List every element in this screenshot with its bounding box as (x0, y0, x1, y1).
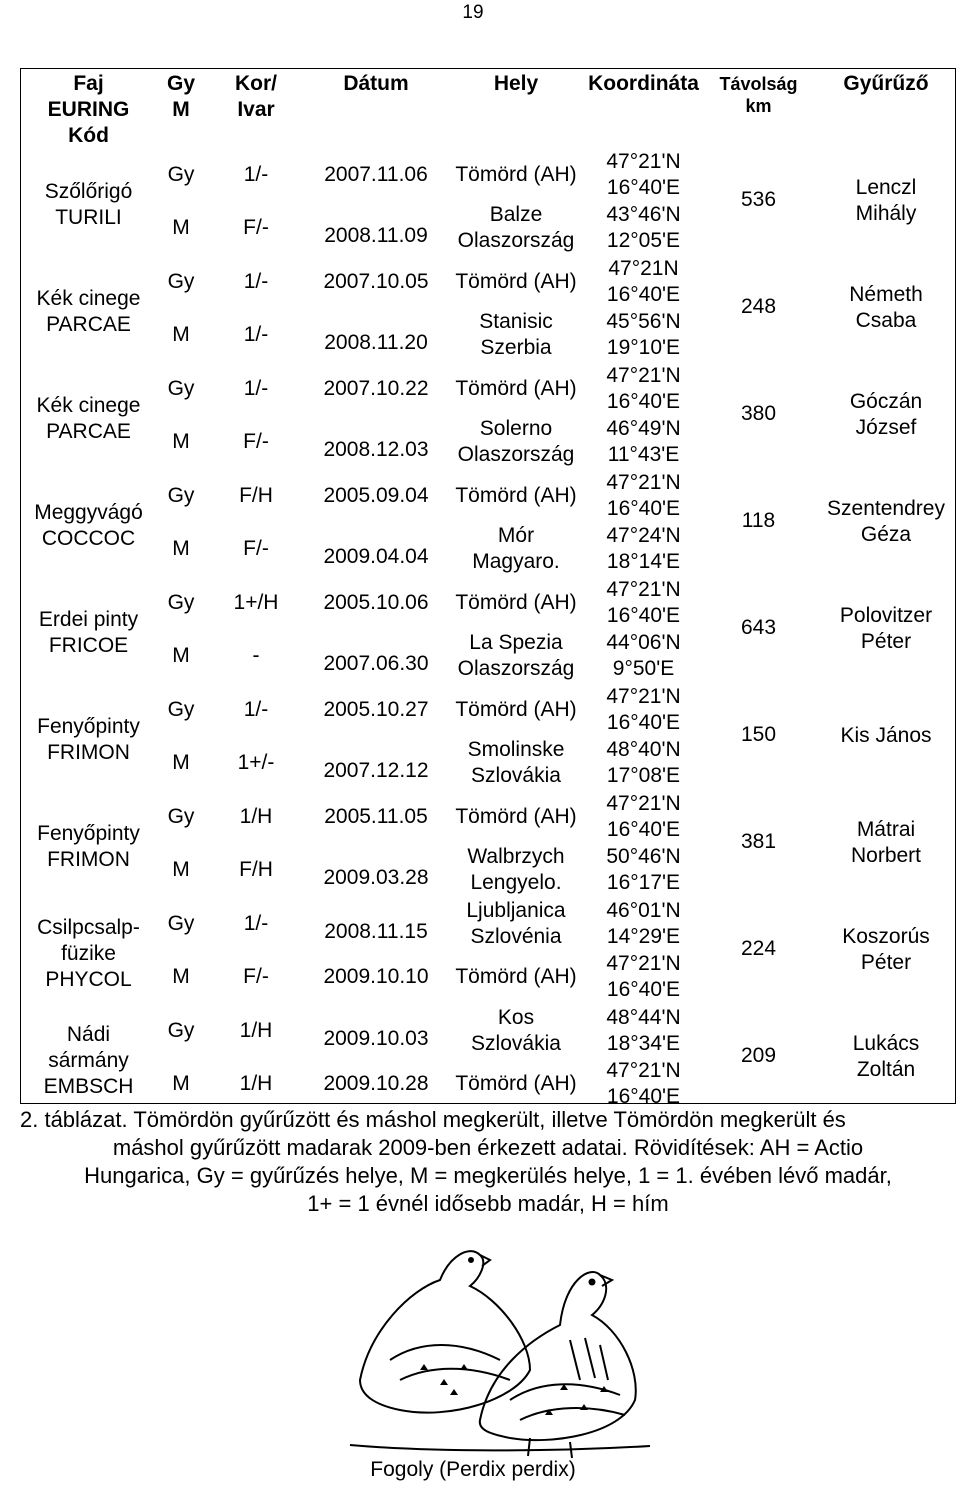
species-name: COCCOC (41, 526, 136, 550)
ringer-name: József (855, 415, 917, 439)
age-sex: 1/- (243, 323, 269, 346)
place-country: Olaszország (457, 229, 575, 252)
date: 2008.11.09 (324, 224, 428, 247)
ringer-name: Mihály (855, 201, 917, 225)
ringing-data-table (20, 68, 956, 1108)
gym-code: M (172, 644, 190, 667)
place: Kos (497, 1006, 535, 1029)
coordinate-lat: 48°44'N (606, 1006, 681, 1029)
ringer-name: Péter (860, 629, 912, 653)
place: Smolinske (467, 738, 565, 761)
ringer-name: Góczán (849, 389, 923, 413)
age-sex: 1/- (243, 912, 269, 935)
gym-code: M (172, 858, 190, 881)
coordinate-lat: 47°21'N (606, 471, 681, 494)
coordinate-lon: 16°40'E (606, 711, 681, 734)
age-sex: F/- (243, 430, 269, 453)
gym-code: M (172, 216, 190, 239)
age-sex: 1/- (243, 270, 269, 293)
gym-code: Gy (167, 270, 195, 293)
coordinate-lat: 47°21'N (606, 1059, 681, 1082)
header-place: Hely (493, 72, 539, 95)
date: 2005.11.05 (324, 805, 428, 828)
ringer-name: Lukács (852, 1031, 920, 1055)
age-sex: F/H (239, 484, 273, 507)
distance-value: 224 (740, 936, 777, 960)
coordinate-lon: 16°40'E (606, 176, 681, 199)
species-name: Szőlőrigó (44, 179, 133, 203)
species-name: PHYCOL (45, 967, 132, 991)
header-age-sex: Ivar (237, 98, 275, 121)
place-country: Szlovákia (471, 1032, 561, 1055)
species-name: FRIMON (47, 847, 130, 871)
ringer-name: Lenczl (855, 175, 917, 199)
gym-code: M (172, 430, 190, 453)
place: La Spezia (469, 631, 563, 654)
place-country: Lengyelo. (470, 871, 562, 894)
species-name: Erdei pinty (38, 607, 139, 631)
header-species: EURING (47, 98, 130, 121)
coordinate-lon: 16°40'E (606, 497, 681, 520)
gym-code: Gy (167, 805, 195, 828)
date: 2009.10.28 (323, 1072, 429, 1095)
place: Stanisic (479, 310, 553, 333)
caption-line-2: máshol gyűrűzött madarak 2009-ben érkezett adatai. Rövidítések: AH = Actio (112, 1135, 864, 1160)
place: Tömörd (AH) (455, 805, 577, 828)
age-sex: 1/H (239, 1019, 273, 1042)
date: 2007.11.06 (324, 163, 428, 186)
coordinate-lon: 16°40'E (606, 978, 681, 1001)
age-sex: 1/- (243, 163, 269, 186)
place-country: Szlovénia (470, 925, 562, 948)
coordinate-lon: 16°40'E (606, 818, 681, 841)
age-sex: - (252, 644, 260, 667)
place: Walbrzych (467, 845, 565, 868)
age-sex: F/- (243, 216, 269, 239)
gym-code: Gy (167, 163, 195, 186)
partridge-drawing-icon (330, 1220, 660, 1460)
header-ringer: Gyűrűző (843, 72, 929, 95)
species-name: Csilpcsalp- (37, 915, 140, 939)
header-species: Faj (73, 72, 104, 95)
header-age-sex: Kor/ (235, 72, 277, 95)
species-name: Fenyőpinty (37, 714, 140, 738)
gym-code: Gy (167, 912, 195, 935)
coordinate-lon: 16°40'E (606, 604, 681, 627)
coordinate-lat: 46°49'N (606, 417, 681, 440)
species-name: sármány (48, 1048, 129, 1072)
header-distance: Távolság (719, 74, 798, 94)
gym-code: Gy (167, 698, 195, 721)
age-sex: 1+/- (237, 751, 275, 774)
header-date: Dátum (343, 72, 409, 95)
date: 2008.11.20 (324, 331, 428, 354)
species-name: füzike (61, 941, 116, 965)
date: 2005.10.27 (323, 698, 429, 721)
header-gym: M (172, 98, 190, 121)
age-sex: 1/- (243, 698, 269, 721)
distance-value: 150 (740, 722, 777, 746)
age-sex: 1+/H (233, 591, 279, 614)
place-country: Szlovákia (471, 764, 561, 787)
gym-code: M (172, 1072, 190, 1095)
species-name: PARCAE (46, 419, 131, 443)
place: Tömörd (AH) (455, 270, 577, 293)
date: 2009.03.28 (323, 866, 429, 889)
place: Tömörd (AH) (455, 377, 577, 400)
gym-code: Gy (167, 484, 195, 507)
coordinate-lat: 47°21'N (606, 952, 681, 975)
gym-code: Gy (167, 1019, 195, 1042)
coordinate-lon: 16°17'E (606, 871, 681, 894)
coordinate-lon: 18°14'E (606, 550, 681, 573)
ringer-name: Norbert (850, 843, 922, 867)
coordinate-lat: 47°21'N (606, 364, 681, 387)
species-name: Meggyvágó (34, 500, 143, 524)
date: 2005.10.06 (323, 591, 429, 614)
date: 2009.10.03 (323, 1027, 429, 1050)
table-caption (20, 1106, 956, 1218)
coordinate-lon: 18°34'E (606, 1032, 681, 1055)
gym-code: M (172, 323, 190, 346)
coordinate-lat: 47°21'N (606, 792, 681, 815)
ringer-name: Mátrai (856, 817, 916, 841)
caption-line-1: 2. táblázat. Tömördön gyűrűzött és máshol megkerült, illetve Tömördön megkerült és (20, 1107, 846, 1132)
header-species: Kód (68, 124, 109, 147)
place: Solerno (479, 417, 553, 440)
date: 2009.10.10 (323, 965, 429, 988)
ringer-name: Péter (860, 950, 912, 974)
ringer-name: Németh (849, 282, 923, 306)
coordinate-lat: 46°01'N (606, 899, 681, 922)
ringer-name: Koszorús (842, 924, 930, 948)
distance-value: 118 (741, 508, 776, 532)
species-name: TURILI (55, 205, 122, 229)
coordinate-lat: 47°21'N (606, 578, 681, 601)
age-sex: 1/- (243, 377, 269, 400)
distance-value: 643 (740, 615, 777, 639)
distance-value: 209 (740, 1043, 777, 1067)
place: Tömörd (AH) (455, 484, 577, 507)
coordinate-lat: 48°40'N (606, 738, 681, 761)
species-name: Fenyőpinty (37, 821, 140, 845)
species-name: Kék cinege (36, 286, 141, 310)
coordinate-lat: 47°21'N (606, 150, 681, 173)
gym-code: Gy (167, 591, 195, 614)
coordinate-lon: 12°05'E (606, 229, 681, 252)
species-name: PARCAE (46, 312, 131, 336)
coordinate-lon: 9°50'E (612, 657, 675, 680)
ringer-name: Zoltán (856, 1057, 916, 1081)
ringer-name: Kis János (840, 723, 932, 747)
species-name: Kék cinege (36, 393, 141, 417)
date: 2008.12.03 (323, 438, 429, 461)
gym-code: Gy (167, 377, 195, 400)
distance-value: 248 (740, 294, 777, 318)
coordinate-lat: 47°21N (608, 257, 679, 280)
coordinate-lat: 47°24'N (606, 524, 681, 547)
date: 2008.11.15 (324, 920, 428, 943)
place: Ljubljanica (466, 899, 566, 922)
age-sex: 1/H (239, 1072, 273, 1095)
coordinate-lon: 16°40'E (606, 390, 681, 413)
gym-code: M (172, 537, 190, 560)
coordinate-lat: 43°46'N (606, 203, 681, 226)
coordinate-lon: 16°40'E (606, 1085, 681, 1108)
caption-line-3: Hungarica, Gy = gyűrűzés helye, M = megkerülés helye, 1 = 1. évében lévő madár, (84, 1163, 892, 1188)
place: Tömörd (AH) (455, 591, 577, 614)
species-name: Nádi (66, 1022, 111, 1046)
place-country: Szerbia (480, 336, 552, 359)
gym-code: M (172, 965, 190, 988)
place: Balze (489, 203, 543, 226)
coordinate-lon: 14°29'E (606, 925, 681, 948)
coordinate-lat: 45°56'N (606, 310, 681, 333)
species-name: FRIMON (47, 740, 130, 764)
header-coordinates: Koordináta (588, 72, 699, 95)
ringer-name: Géza (860, 522, 912, 546)
coordinate-lat: 47°21'N (606, 685, 681, 708)
ringer-name: Polovitzer (839, 603, 933, 627)
coordinate-lon: 11°43'E (607, 443, 680, 466)
page-number: 19 (462, 2, 484, 23)
age-sex: F/H (239, 858, 273, 881)
species-name: FRICOE (48, 633, 129, 657)
place: Tömörd (AH) (455, 698, 577, 721)
place: Tömörd (AH) (455, 965, 577, 988)
ringer-name: Szentendrey (827, 496, 945, 520)
distance-value: 380 (740, 401, 777, 425)
place-country: Olaszország (457, 443, 575, 466)
caption-line-4: 1+ = 1 évnél idősebb madár, H = hím (307, 1191, 669, 1216)
species-name: EMBSCH (43, 1074, 134, 1098)
coordinate-lat: 50°46'N (606, 845, 681, 868)
header-gym: Gy (166, 72, 195, 95)
coordinate-lon: 19°10'E (606, 336, 681, 359)
ringer-name: Csaba (855, 308, 917, 332)
place: Tömörd (AH) (455, 163, 577, 186)
gym-code: M (172, 751, 190, 774)
distance-value: 381 (740, 829, 777, 853)
date: 2007.10.22 (323, 377, 429, 400)
place-country: Magyaro. (472, 550, 560, 573)
date: 2005.09.04 (323, 484, 429, 507)
coordinate-lon: 16°40'E (606, 283, 681, 306)
date: 2007.12.12 (323, 759, 429, 782)
place-country: Olaszország (457, 657, 575, 680)
header-distance-unit: km (745, 96, 772, 116)
distance-value: 536 (740, 187, 777, 211)
coordinate-lon: 17°08'E (606, 764, 681, 787)
age-sex: F/- (243, 965, 269, 988)
age-sex: F/- (243, 537, 269, 560)
place: Tömörd (AH) (455, 1072, 577, 1095)
coordinate-lat: 44°06'N (606, 631, 681, 654)
illustration-caption: Fogoly (Perdix perdix) (370, 1458, 576, 1481)
date: 2007.10.05 (323, 270, 429, 293)
age-sex: 1/H (239, 805, 273, 828)
date: 2007.06.30 (323, 652, 429, 675)
place: Mór (497, 524, 535, 547)
date: 2009.04.04 (323, 545, 429, 568)
